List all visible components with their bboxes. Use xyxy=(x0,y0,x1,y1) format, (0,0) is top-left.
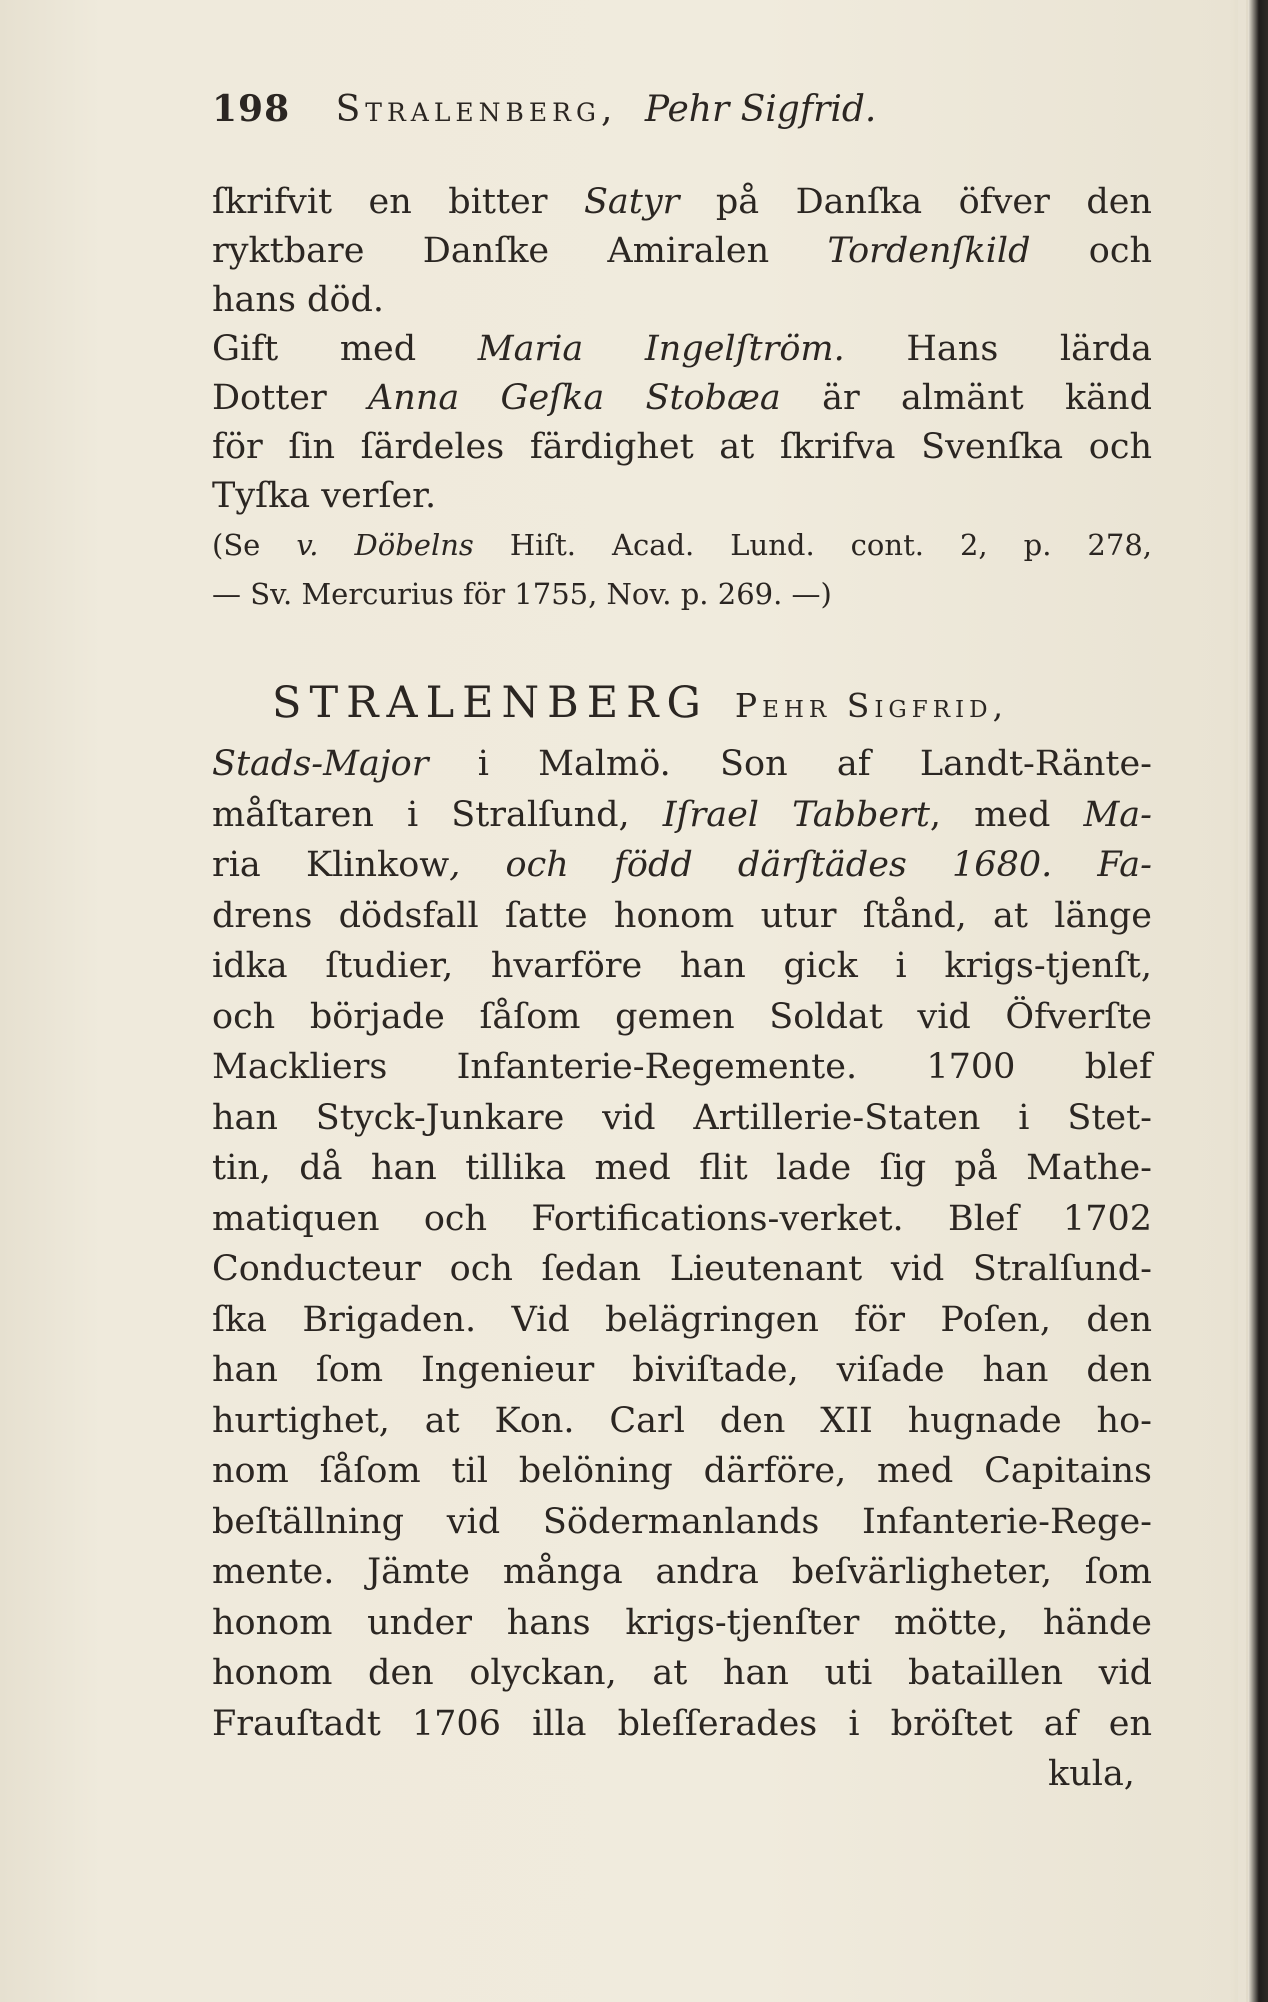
catchword: kula, xyxy=(1048,1754,1135,1794)
text-line xyxy=(212,1649,1152,1697)
running-title: Stralenberg, xyxy=(335,89,618,130)
italic-text: Ma- xyxy=(1083,794,1152,835)
roman-text: Frauſtadt 1706 illa bleſſerades i bröſtet af en xyxy=(212,1703,1152,1744)
text-line xyxy=(212,1498,1152,1546)
italic-text: Maria Ingelſtröm. xyxy=(477,329,845,369)
entry-heading xyxy=(272,678,1008,728)
text-line xyxy=(212,1144,1152,1192)
text-line xyxy=(212,740,1152,788)
italic-text: v. Döbelns xyxy=(296,528,474,562)
roman-text: och började ſåſom gemen Soldat vid Öfverſte xyxy=(212,996,1152,1037)
roman-text: honom den olyckan, at han uti bataillen vid xyxy=(212,1653,1152,1693)
roman-text: Mackliers Infanterie-Regemente. 1700 blef xyxy=(212,1047,1152,1087)
roman-text: idka ſtudier, hvarföre han gick i krigs-tjenſt, xyxy=(212,946,1152,986)
italic-text: Stads-Major xyxy=(212,744,429,784)
text-line xyxy=(212,1447,1152,1495)
roman-text: Hiſt. Acad. Lund. cont. 2, p. 278, xyxy=(473,528,1152,562)
roman-text: hans död. xyxy=(212,280,385,320)
text-line xyxy=(212,1245,1152,1293)
roman-text: matiquen och Fortifications-verket. Blef 1702 xyxy=(212,1198,1152,1239)
text-line xyxy=(212,325,1152,373)
text-line xyxy=(212,1346,1152,1394)
roman-text: tin, då han tillika med flit lade ſig på Mathe- xyxy=(212,1148,1152,1188)
italic-text: Iſrael Tabbert xyxy=(662,794,930,835)
roman-text: måſtaren i Stralſund, xyxy=(212,794,663,835)
text-line xyxy=(212,570,1152,618)
text-line xyxy=(212,892,1152,940)
roman-text: ria Klinkow xyxy=(212,845,450,885)
roman-text: ſkrifvit en bitter xyxy=(212,182,584,222)
text-line xyxy=(212,1296,1152,1344)
roman-text: för ſin ſärdeles färdighet at ſkrifva Svenſka och xyxy=(212,427,1152,467)
roman-text: Hans lärda xyxy=(844,329,1152,369)
italic-text: , och född därſtädes 1680. Fa- xyxy=(449,845,1152,885)
roman-text: — Sv. Mercurius för 1755, Nov. p. 269. —) xyxy=(212,577,832,611)
roman-text: nom ſåſom til belöning därföre, med Capitains xyxy=(212,1451,1152,1491)
text-line xyxy=(212,178,1152,226)
text-line xyxy=(212,472,1152,520)
text-line xyxy=(212,276,1152,324)
text-line xyxy=(212,1195,1152,1243)
roman-text: Conducteur och ſedan Lieutenant vid Stralſund- xyxy=(212,1249,1152,1289)
text-line xyxy=(212,993,1152,1041)
roman-text: hurtighet, at Kon. Carl den XII hugnade ho- xyxy=(212,1400,1152,1441)
page-number: 198 xyxy=(212,88,291,130)
italic-text: Anna Geſka Stobæa xyxy=(368,378,781,418)
roman-text: i Malmö. Son af Landt-Ränte- xyxy=(428,744,1152,784)
text-line xyxy=(212,1548,1152,1596)
roman-text: på Danſka öfver den xyxy=(679,182,1152,222)
running-name: Pehr Sigfrid. xyxy=(644,89,877,130)
roman-text: han ſom Ingenieur biviſtade, viſade han den xyxy=(212,1350,1152,1390)
roman-text: (Se xyxy=(212,528,297,562)
italic-text: Tordenſkild xyxy=(827,231,1031,271)
entry-heading-surname: STRALENBERG xyxy=(272,678,709,728)
text-line xyxy=(212,423,1152,471)
italic-text: Satyr xyxy=(583,182,680,222)
text-line xyxy=(212,1700,1152,1748)
roman-text: han Styck-Junkare vid Artillerie-Staten i Stet- xyxy=(212,1097,1152,1138)
text-line xyxy=(212,1599,1152,1647)
roman-text: drens dödsfall ſatte honom utur ſtånd, at länge xyxy=(212,895,1152,936)
text-line xyxy=(212,942,1152,990)
binding-edge xyxy=(1248,0,1268,2002)
roman-text: och xyxy=(1030,231,1152,271)
roman-text: Gift med xyxy=(212,329,478,369)
roman-text: mente. Jämte många andra beſvärligheter, ſom xyxy=(212,1552,1152,1592)
page-edge-strip xyxy=(1238,0,1246,2002)
text-line xyxy=(212,841,1152,889)
roman-text: ſka Brigaden. Vid belägringen för Poſen, den xyxy=(212,1299,1152,1340)
roman-text: Tyſka verſer. xyxy=(212,476,437,516)
roman-text: ryktbare Danſke Amiralen xyxy=(212,231,828,271)
text-line xyxy=(212,1094,1152,1142)
text-line xyxy=(212,1043,1152,1091)
text-line xyxy=(212,521,1152,569)
text-line xyxy=(212,227,1152,275)
roman-text: Dotter xyxy=(212,378,368,418)
roman-text: är almänt känd xyxy=(780,378,1152,418)
text-line xyxy=(212,791,1152,839)
roman-text: honom under hans krigs-tjenſter mötte, hände xyxy=(212,1602,1152,1643)
running-header xyxy=(212,88,876,130)
text-line xyxy=(212,1397,1152,1445)
text-line xyxy=(212,374,1152,422)
roman-text: beſtällning vid Södermanlands Infanterie-Rege- xyxy=(212,1501,1152,1542)
roman-text: , med xyxy=(929,794,1084,835)
entry-heading-forenames: Pehr Sigfrid, xyxy=(734,686,1009,725)
